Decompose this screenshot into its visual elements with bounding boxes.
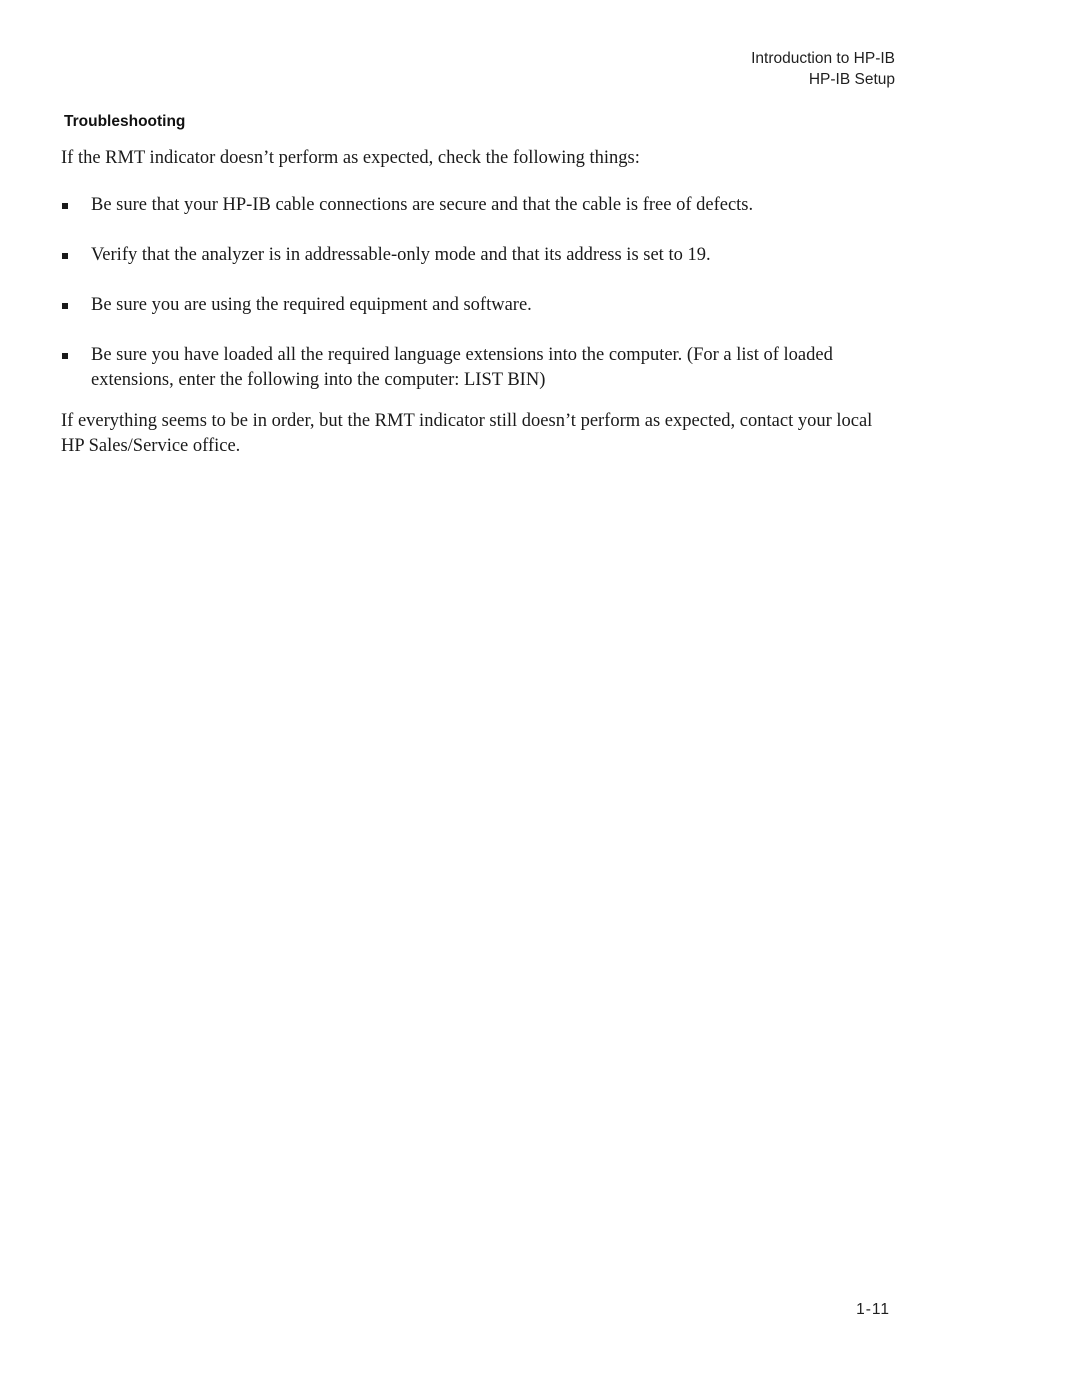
troubleshooting-list bbox=[62, 193, 882, 418]
list-item bbox=[62, 193, 882, 218]
square-bullet-icon bbox=[62, 203, 68, 209]
list-item-text: Verify that the analyzer is in addressable-only mode and that its address is set to 19. bbox=[91, 245, 711, 265]
square-bullet-icon bbox=[62, 253, 68, 259]
square-bullet-icon bbox=[62, 353, 68, 359]
header-chapter-title: Introduction to HP-IB bbox=[751, 50, 895, 67]
header-section-title: HP-IB Setup bbox=[808, 71, 895, 88]
square-bullet-icon bbox=[62, 303, 68, 309]
section-heading: Troubleshooting bbox=[64, 113, 186, 130]
list-item bbox=[62, 343, 882, 393]
running-header bbox=[751, 48, 895, 90]
closing-paragraph: If everything seems to be in order, but the RMT indicator still doesn’t perform as expected, contact your local HP Sales/Service office. bbox=[61, 411, 873, 456]
list-item bbox=[62, 293, 882, 318]
list-item-text: Be sure that your HP-IB cable connections are secure and that the cable is free of defects. bbox=[91, 195, 754, 215]
intro-paragraph: If the RMT indicator doesn’t perform as expected, check the following things: bbox=[61, 148, 640, 168]
list-item-text: Be sure you have loaded all the required language extensions into the computer. (For a list of loaded extensions, enter the following into the computer: LIST BIN) bbox=[91, 345, 833, 390]
list-item-text: Be sure you are using the required equipment and software. bbox=[91, 295, 532, 315]
list-item bbox=[62, 243, 882, 268]
page-number: 1-11 bbox=[856, 1301, 890, 1318]
